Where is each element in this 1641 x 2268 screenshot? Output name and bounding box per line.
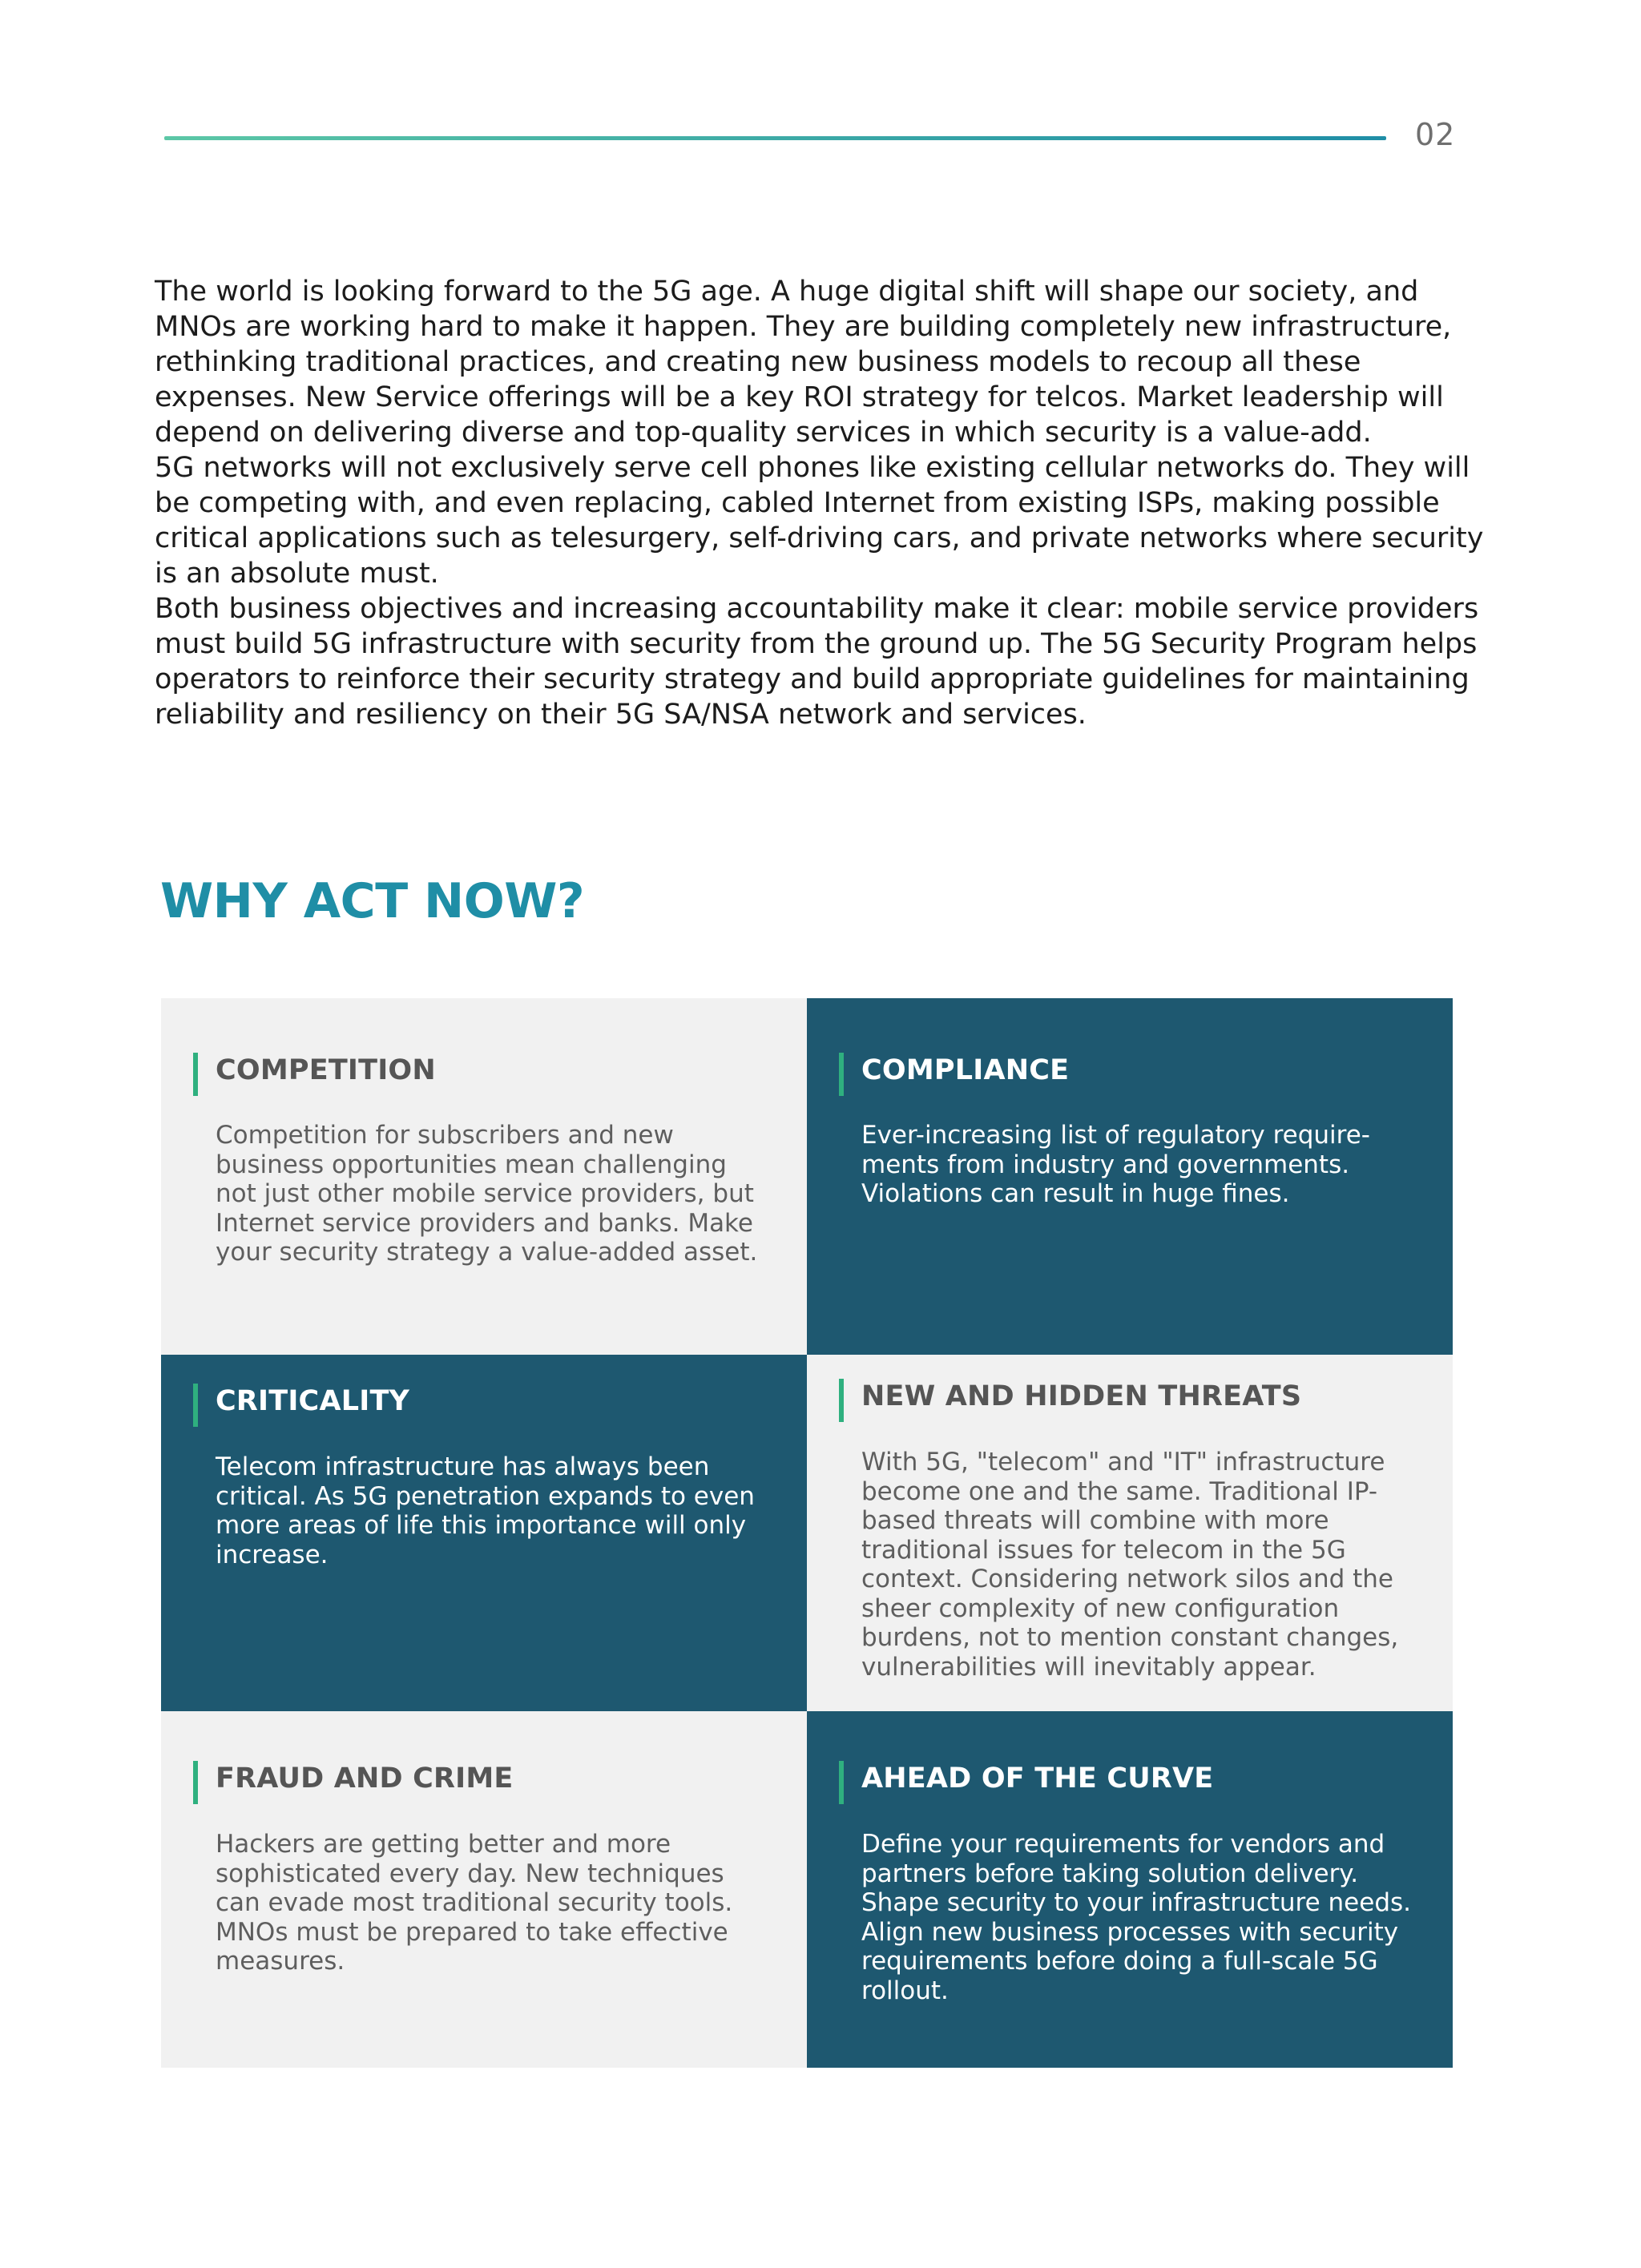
card-text: Define your requirements for vendors and partners before taking solution delivery. Shape security to your infrastructure needs. Align new business processes with security requirements before doing a full-scale 5G rollout. [861,1830,1412,2005]
card-compliance [807,998,1453,1355]
card-accent-bar [839,1053,844,1096]
card-title: COMPETITION [216,1054,436,1086]
card-accent-bar [193,1053,198,1096]
header-rule [164,136,1386,140]
card-text: Hackers are getting better and more sophisticated every day. New techniques can evade most traditional security tools. MNOs must be prepared to take effective measures. [216,1830,733,1976]
card-competition [161,998,807,1355]
card-accent-bar [193,1384,198,1427]
card-new-and-hidden-threats [807,1355,1453,1711]
card-text: Ever-increasing list of regulatory require-ments from industry and governments. Violations can result in huge fines. [861,1121,1370,1208]
card-title: AHEAD OF THE CURVE [861,1762,1214,1795]
card-accent-bar [839,1379,844,1422]
card-title: FRAUD AND CRIME [216,1762,514,1795]
section-title: WHY ACT NOW? [160,873,585,929]
page-number: 02 [1415,117,1456,152]
intro-paragraph: 5G networks will not exclusively serve cell phones like existing cellular networks do. They will be competing with, and even replacing, cabled Internet from existing ISPs, making possible critical applications such as telesurgery, self-driving cars, and private networks where security is an absolute must. [155,452,1484,590]
card-text: With 5G, "telecom" and "IT" infrastructure become one and the same. Traditional IP-based threats will combine with more traditional issues for telecom in the 5G context. Considering network silos and the sheer complexity of new configuration burdens, not to mention constant changes, vulnerabilities will inevitably appear. [861,1448,1399,1682]
intro-paragraph: The world is looking forward to the 5G age. A huge digital shift will shape our society, and MNOs are working hard to make it happen. They are building completely new infrastructure, rethinking traditional practices, and creating new business models to recoup all these expenses. New Service offerings will be a key ROI strategy for telcos. Market leadership will depend on delivering diverse and top-quality services in which security is a value-add. [155,276,1452,449]
card-text: Competition for subscribers and new business opportunities mean challenging not just other mobile service providers, but Internet service providers and banks. Make your security strategy a value-added asset. [216,1121,758,1267]
intro-text [155,274,1494,732]
card-title: COMPLIANCE [861,1054,1070,1086]
card-fraud-and-crime [161,1711,807,2068]
card-accent-bar [839,1761,844,1804]
reasons-grid [161,998,1453,2068]
card-accent-bar [193,1761,198,1804]
card-title: CRITICALITY [216,1385,410,1417]
intro-paragraph: Both business objectives and increasing accountability make it clear: mobile service providers must build 5G infrastructure with security from the ground up. The 5G Security Program helps operators to reinforce their security strategy and build appropriate guidelines for maintaining reliability and resiliency on their 5G SA/NSA network and services. [155,593,1479,731]
card-ahead-of-the-curve [807,1711,1453,2068]
card-text: Telecom infrastructure has always been critical. As 5G penetration expands to even more areas of life this importance will only increase. [216,1452,755,1569]
card-criticality [161,1355,807,1711]
card-title: NEW AND HIDDEN THREATS [861,1380,1302,1412]
